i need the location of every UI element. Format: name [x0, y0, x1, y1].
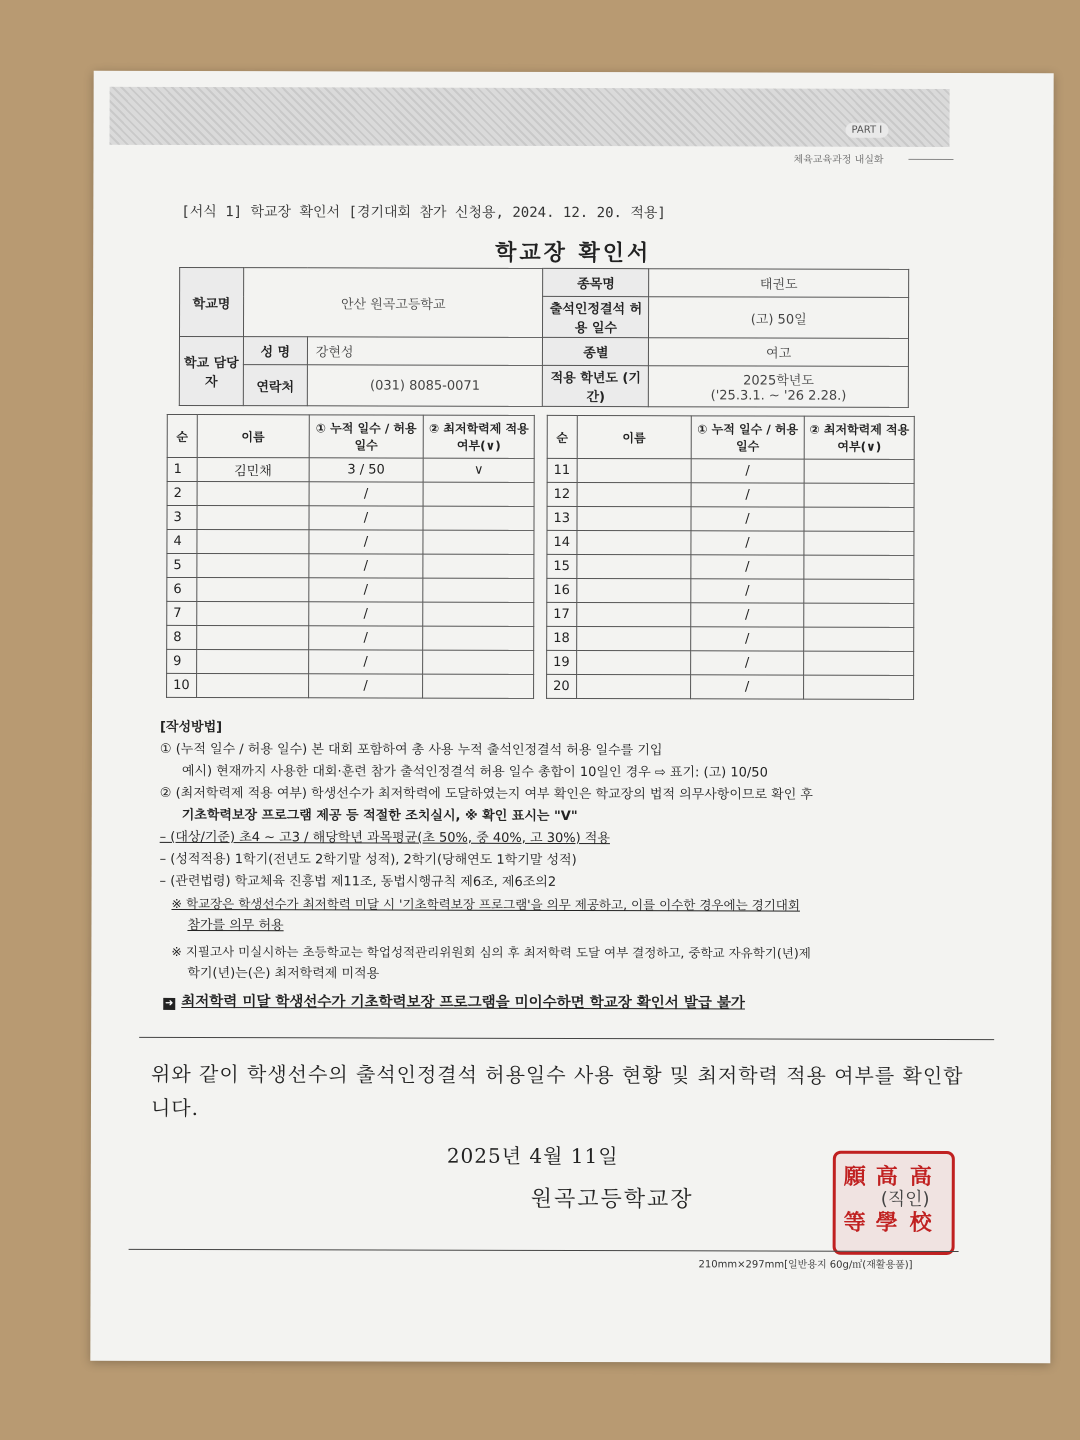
min-academic-check: [804, 675, 914, 699]
student-name: [577, 651, 691, 675]
row-number: 8: [167, 625, 197, 649]
col-no: 순: [547, 415, 577, 458]
form-label: [서식 1] 학교장 확인서 [경기대회 참가 신청용, 2024. 12. 20. 적용]: [181, 203, 666, 222]
days-used: /: [309, 506, 424, 530]
min-academic-check: [423, 554, 534, 578]
row-number: 9: [167, 649, 197, 673]
student-name: [197, 674, 309, 698]
student-name: [577, 483, 691, 507]
min-academic-check: [423, 578, 534, 602]
row-number: 17: [547, 602, 577, 626]
min-academic-check: [804, 507, 914, 531]
days-used: /: [308, 626, 423, 650]
student-name: [197, 650, 309, 674]
period-value: ('25.3.1. ~ '26 2.28.): [710, 388, 847, 404]
school-label: 학교명: [179, 267, 243, 336]
student-name: [577, 459, 691, 483]
table-row: [167, 529, 534, 554]
table-row: [547, 674, 914, 699]
table-row: [167, 505, 534, 530]
student-name: [197, 482, 309, 506]
criteria-line: – (대상/기준) 초4 ~ 고3 / 해당학년 과목평균(초 50%, 중 40%, 고 30%) 적용: [159, 829, 610, 847]
note-2: ※ 지필고사 미실시하는 초등학교는 학업성적관리위원회 심의 후 최저학력 도달 여부 결정하고, 중학교 자유학기(년)제: [171, 943, 811, 961]
note-2-cont: 학기(년)는(은) 최저학력제 미적용: [187, 965, 380, 982]
year-cell: [649, 366, 909, 408]
subtitle-rule: [908, 159, 953, 160]
days-used: /: [691, 531, 805, 555]
min-academic-check: [804, 579, 914, 603]
table-row: [167, 481, 534, 506]
min-academic-check: [423, 602, 534, 626]
name-value: 강현성: [307, 337, 543, 366]
year-label: 적용 학년도 (기간): [543, 365, 649, 406]
row-number: 4: [167, 529, 197, 553]
instruction-2-cont: 기초학력보장 프로그램 제공 등 적절한 조치실시, ※ 확인 표시는 "V": [181, 807, 578, 825]
paper-spec: 210mm×297mm[일반용지 60g/㎡(재활용품)]: [698, 1259, 913, 1271]
final-notice: [159, 991, 989, 1015]
col-name: 이름: [197, 415, 309, 458]
table-row: [167, 601, 534, 626]
table-row: [547, 626, 914, 651]
student-name: [577, 627, 691, 651]
table-row: [167, 625, 534, 650]
min-academic-check: [804, 555, 914, 579]
days-used: /: [690, 555, 804, 579]
sport-label: 종목명: [543, 268, 649, 296]
min-academic-check: [423, 482, 534, 506]
table-row: [167, 649, 534, 674]
document-page: [90, 71, 1053, 1364]
year-value: 2025학년도: [743, 373, 814, 389]
min-academic-check: [804, 627, 914, 651]
row-number: 10: [167, 673, 197, 697]
confirmation-statement: 위와 같이 학생선수의 출석인정결석 허용일수 사용 현황 및 최저학력 적용 여부를 확인합니다.: [150, 1061, 964, 1121]
chapter-subtitle: 체육교육과정 내실화: [793, 154, 884, 166]
student-name: [197, 506, 309, 530]
table-row: [547, 650, 914, 675]
table-row: [547, 602, 914, 627]
row-number: 20: [547, 674, 577, 698]
official-seal: 願 高 高 等 學 校: [833, 1151, 955, 1255]
note-1: ※ 학교장은 학생선수가 최저학력 미달 시 '기초학력보장 프로그램'을 의무 제공하고, 이를 이수한 경우에는 경기대회: [171, 895, 800, 913]
student-table-right: [546, 415, 915, 700]
min-academic-check: [804, 651, 914, 675]
student-name: [197, 554, 309, 578]
student-name: [577, 675, 691, 699]
part-badge: PART Ⅰ: [846, 123, 889, 138]
student-name: 김민채: [197, 458, 309, 482]
row-number: 18: [547, 626, 577, 650]
table-row: [167, 553, 534, 578]
student-name: [577, 555, 691, 579]
row-number: 1: [167, 457, 197, 481]
table-row: [167, 673, 534, 698]
min-academic-check: [804, 483, 914, 507]
min-academic-check: [423, 530, 534, 554]
student-table-left: [166, 414, 535, 699]
days-used: /: [690, 579, 804, 603]
min-academic-check: [804, 531, 914, 555]
instructions-heading: [작성방법]: [159, 719, 223, 736]
days-used: /: [309, 530, 424, 554]
student-name: [577, 603, 691, 627]
header-band: [109, 87, 949, 147]
arrow-box-icon: ➜: [165, 997, 174, 1009]
table-row: [167, 577, 534, 602]
name-label: 성 명: [243, 337, 307, 365]
school-value: 안산 원곡고등학교: [243, 268, 543, 338]
table-row: [547, 506, 914, 531]
days-used: /: [309, 482, 424, 506]
col-apply: ② 최저학력제 적용 여부(∨): [804, 416, 914, 459]
days-label: 출석인정결석 허용 일수: [543, 296, 649, 337]
principal-name: 원곡고등학교장: [530, 1186, 694, 1213]
min-academic-check: [804, 603, 914, 627]
instruction-1-example: 예시) 현재까지 사용한 대회·훈련 참가 출석인정결석 허용 일수 총합이 10일인 경우 ⇨ 표기: (고) 10/50: [181, 763, 768, 781]
final-notice-text: 최저학력 미달 학생선수가 기초학력보장 프로그램을 미이수하면 학교장 확인서 발급 불가: [181, 993, 745, 1012]
row-number: 3: [167, 505, 197, 529]
separator-line: [139, 1037, 994, 1040]
min-academic-check: ∨: [423, 458, 534, 482]
days-used: 3 / 50: [309, 458, 424, 482]
info-table: [179, 267, 909, 408]
table-row: [547, 554, 914, 579]
row-number: 11: [547, 458, 577, 482]
min-academic-check: [423, 626, 534, 650]
table-row: [547, 482, 914, 507]
row-number: 7: [167, 601, 197, 625]
col-no: 순: [167, 414, 197, 457]
min-academic-check: [423, 506, 534, 530]
student-name: [577, 531, 691, 555]
min-academic-check: [423, 650, 534, 674]
days-used: /: [308, 674, 423, 698]
student-name: [577, 507, 691, 531]
instruction-1: ① (누적 일수 / 허용 일수) 본 대회 포함하여 총 사용 누적 출석인정결석 허용 일수를 기입: [159, 741, 663, 759]
table-row: [547, 458, 914, 483]
contact-label: 연락처: [243, 365, 307, 406]
grade-line: – (성적적용) 1학기(전년도 2학기말 성적), 2학기(당해연도 1학기말 성적): [159, 851, 577, 869]
row-number: 16: [547, 578, 577, 602]
days-used: /: [690, 675, 804, 699]
days-used: /: [308, 554, 423, 578]
gender-label: 종별: [543, 337, 649, 365]
gender-value: 여고: [649, 338, 909, 367]
table-row: [547, 578, 914, 603]
row-number: 12: [547, 482, 577, 506]
student-name: [197, 530, 309, 554]
days-used: /: [690, 603, 804, 627]
days-used: /: [691, 483, 805, 507]
document-title: 학교장 확인서: [495, 240, 652, 267]
law-line: – (관련법령) 학교체육 진흥법 제11조, 동법시행규칙 제6조, 제6조의2: [159, 873, 557, 890]
student-name: [577, 579, 691, 603]
days-used: /: [308, 650, 423, 674]
days-used: /: [690, 651, 804, 675]
student-name: [197, 578, 309, 602]
days-value: (고) 50일: [649, 297, 909, 339]
days-used: /: [690, 627, 804, 651]
min-academic-check: [423, 674, 534, 698]
note-1-cont: 참가를 의무 허용: [187, 917, 284, 934]
instruction-2: ② (최저학력제 적용 여부) 학생선수가 최저학력에 도달하였는지 여부 확인은 학교장의 법적 의무사항이므로 확인 후: [159, 785, 814, 803]
row-number: 5: [167, 553, 197, 577]
row-number: 15: [547, 554, 577, 578]
days-used: /: [308, 602, 423, 626]
sport-value: 태권도: [649, 269, 909, 298]
row-number: 2: [167, 481, 197, 505]
instructions: [159, 717, 990, 1015]
table-row: [167, 457, 534, 482]
col-name: 이름: [577, 416, 691, 459]
row-number: 19: [547, 650, 577, 674]
days-used: /: [691, 507, 805, 531]
days-used: /: [308, 578, 423, 602]
row-number: 6: [167, 577, 197, 601]
col-apply: ② 최저학력제 적용 여부(∨): [423, 415, 534, 458]
col-days: ① 누적 일수 / 허용 일수: [309, 415, 424, 458]
issue-date: 2025년 4월 11일: [446, 1143, 619, 1169]
col-days: ① 누적 일수 / 허용 일수: [691, 416, 805, 459]
table-row: [547, 530, 914, 555]
days-used: /: [691, 459, 805, 483]
student-name: [197, 626, 309, 650]
manager-label: 학교 담당자: [179, 336, 243, 405]
seal-label: (직인): [880, 1188, 930, 1210]
row-number: 13: [547, 506, 577, 530]
student-name: [197, 602, 309, 626]
min-academic-check: [804, 459, 914, 483]
contact-value: (031) 8085-0071: [307, 365, 543, 407]
row-number: 14: [547, 530, 577, 554]
